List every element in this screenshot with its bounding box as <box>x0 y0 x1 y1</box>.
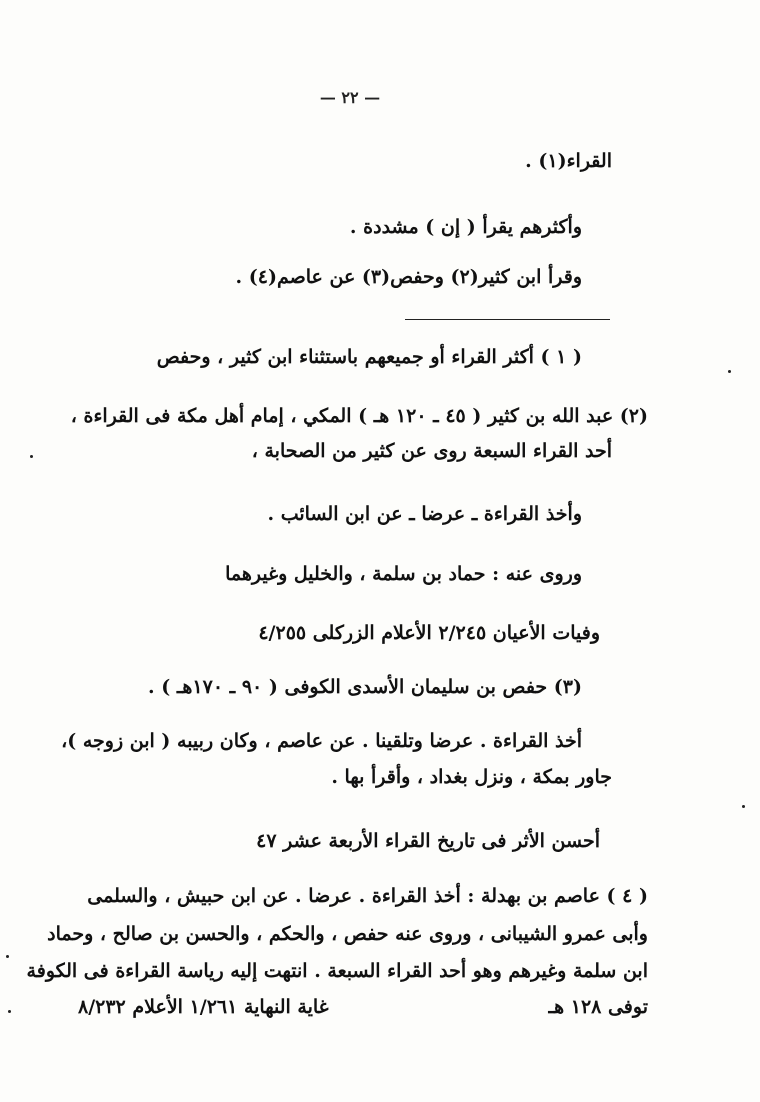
scan-speck <box>728 370 731 373</box>
footnote-1: ( ١ ) أكثر القراء أو جميعهم باستثناء ابن كثير ، وحفص <box>156 346 582 368</box>
footnote-4-line-3: ابن سلمة وغيرهم وهو أحد القراء السبعة . انتهت إليه رياسة القراءة فى الكوفة <box>26 960 648 982</box>
footnote-separator <box>405 319 610 320</box>
footnote-2-reference: وفيات الأعيان ٢/٢٤٥ الأعلام الزركلى ٤/٢٥٥ <box>258 622 600 644</box>
footnote-3-line-1: (٣) حفص بن سليمان الأسدى الكوفى ( ٩٠ ـ ١٧٠هـ ) . <box>148 676 582 698</box>
footnote-2-line-2: أحد القراء السبعة روى عن كثير من الصحابة ، <box>251 440 612 462</box>
main-text-line-3: وقرأ ابن كثير(٢) وحفص(٣) عن عاصم(٤) . <box>235 266 582 288</box>
footnote-4-reference: غاية النهاية ١/٢٦١ الأعلام ٨/٢٣٢ <box>78 996 329 1018</box>
page-number: — ٢٢ — <box>319 88 381 107</box>
footnote-4-line-1: ( ٤ ) عاصم بن بهدلة : أخذ القراءة . عرضا . عن ابن حبيش ، والسلمى <box>87 885 648 907</box>
footnote-4-line-2: وأبى عمرو الشيبانى ، وروى عنه حفص ، والحكم ، والحسن بن صالح ، وحماد <box>47 923 648 945</box>
scan-speck <box>742 805 745 808</box>
scan-speck <box>8 1010 11 1013</box>
footnote-4-death-date: توفى ١٢٨ هـ <box>548 996 648 1018</box>
scan-speck <box>30 455 33 458</box>
main-text-line-1: القراء(١) . <box>525 150 612 172</box>
footnote-2-line-4: وروى عنه : حماد بن سلمة ، والخليل وغيرهما <box>225 563 582 585</box>
footnote-3-reference: أحسن الأثر فى تاريخ القراء الأربعة عشر ٤٧ <box>256 830 600 852</box>
footnote-3-line-2: أخذ القراءة . عرضا وتلقينا . عن عاصم ، وكان ربيبه ( ابن زوجه )، <box>61 730 582 752</box>
scan-speck <box>6 955 9 958</box>
footnote-3-line-3: جاور بمكة ، ونزل بغداد ، وأقرأ بها . <box>331 766 612 788</box>
main-text-line-2: وأكثرهم يقرأ ( إن ) مشددة . <box>349 216 582 238</box>
footnote-2-line-1: (٢) عبد الله بن كثير ( ٤٥ ـ ١٢٠ هـ ) المكي ، إمام أهل مكة فى القراءة ، <box>70 405 648 427</box>
footnote-2-line-3: وأخذ القراءة ـ عرضا ـ عن ابن السائب . <box>267 503 582 525</box>
